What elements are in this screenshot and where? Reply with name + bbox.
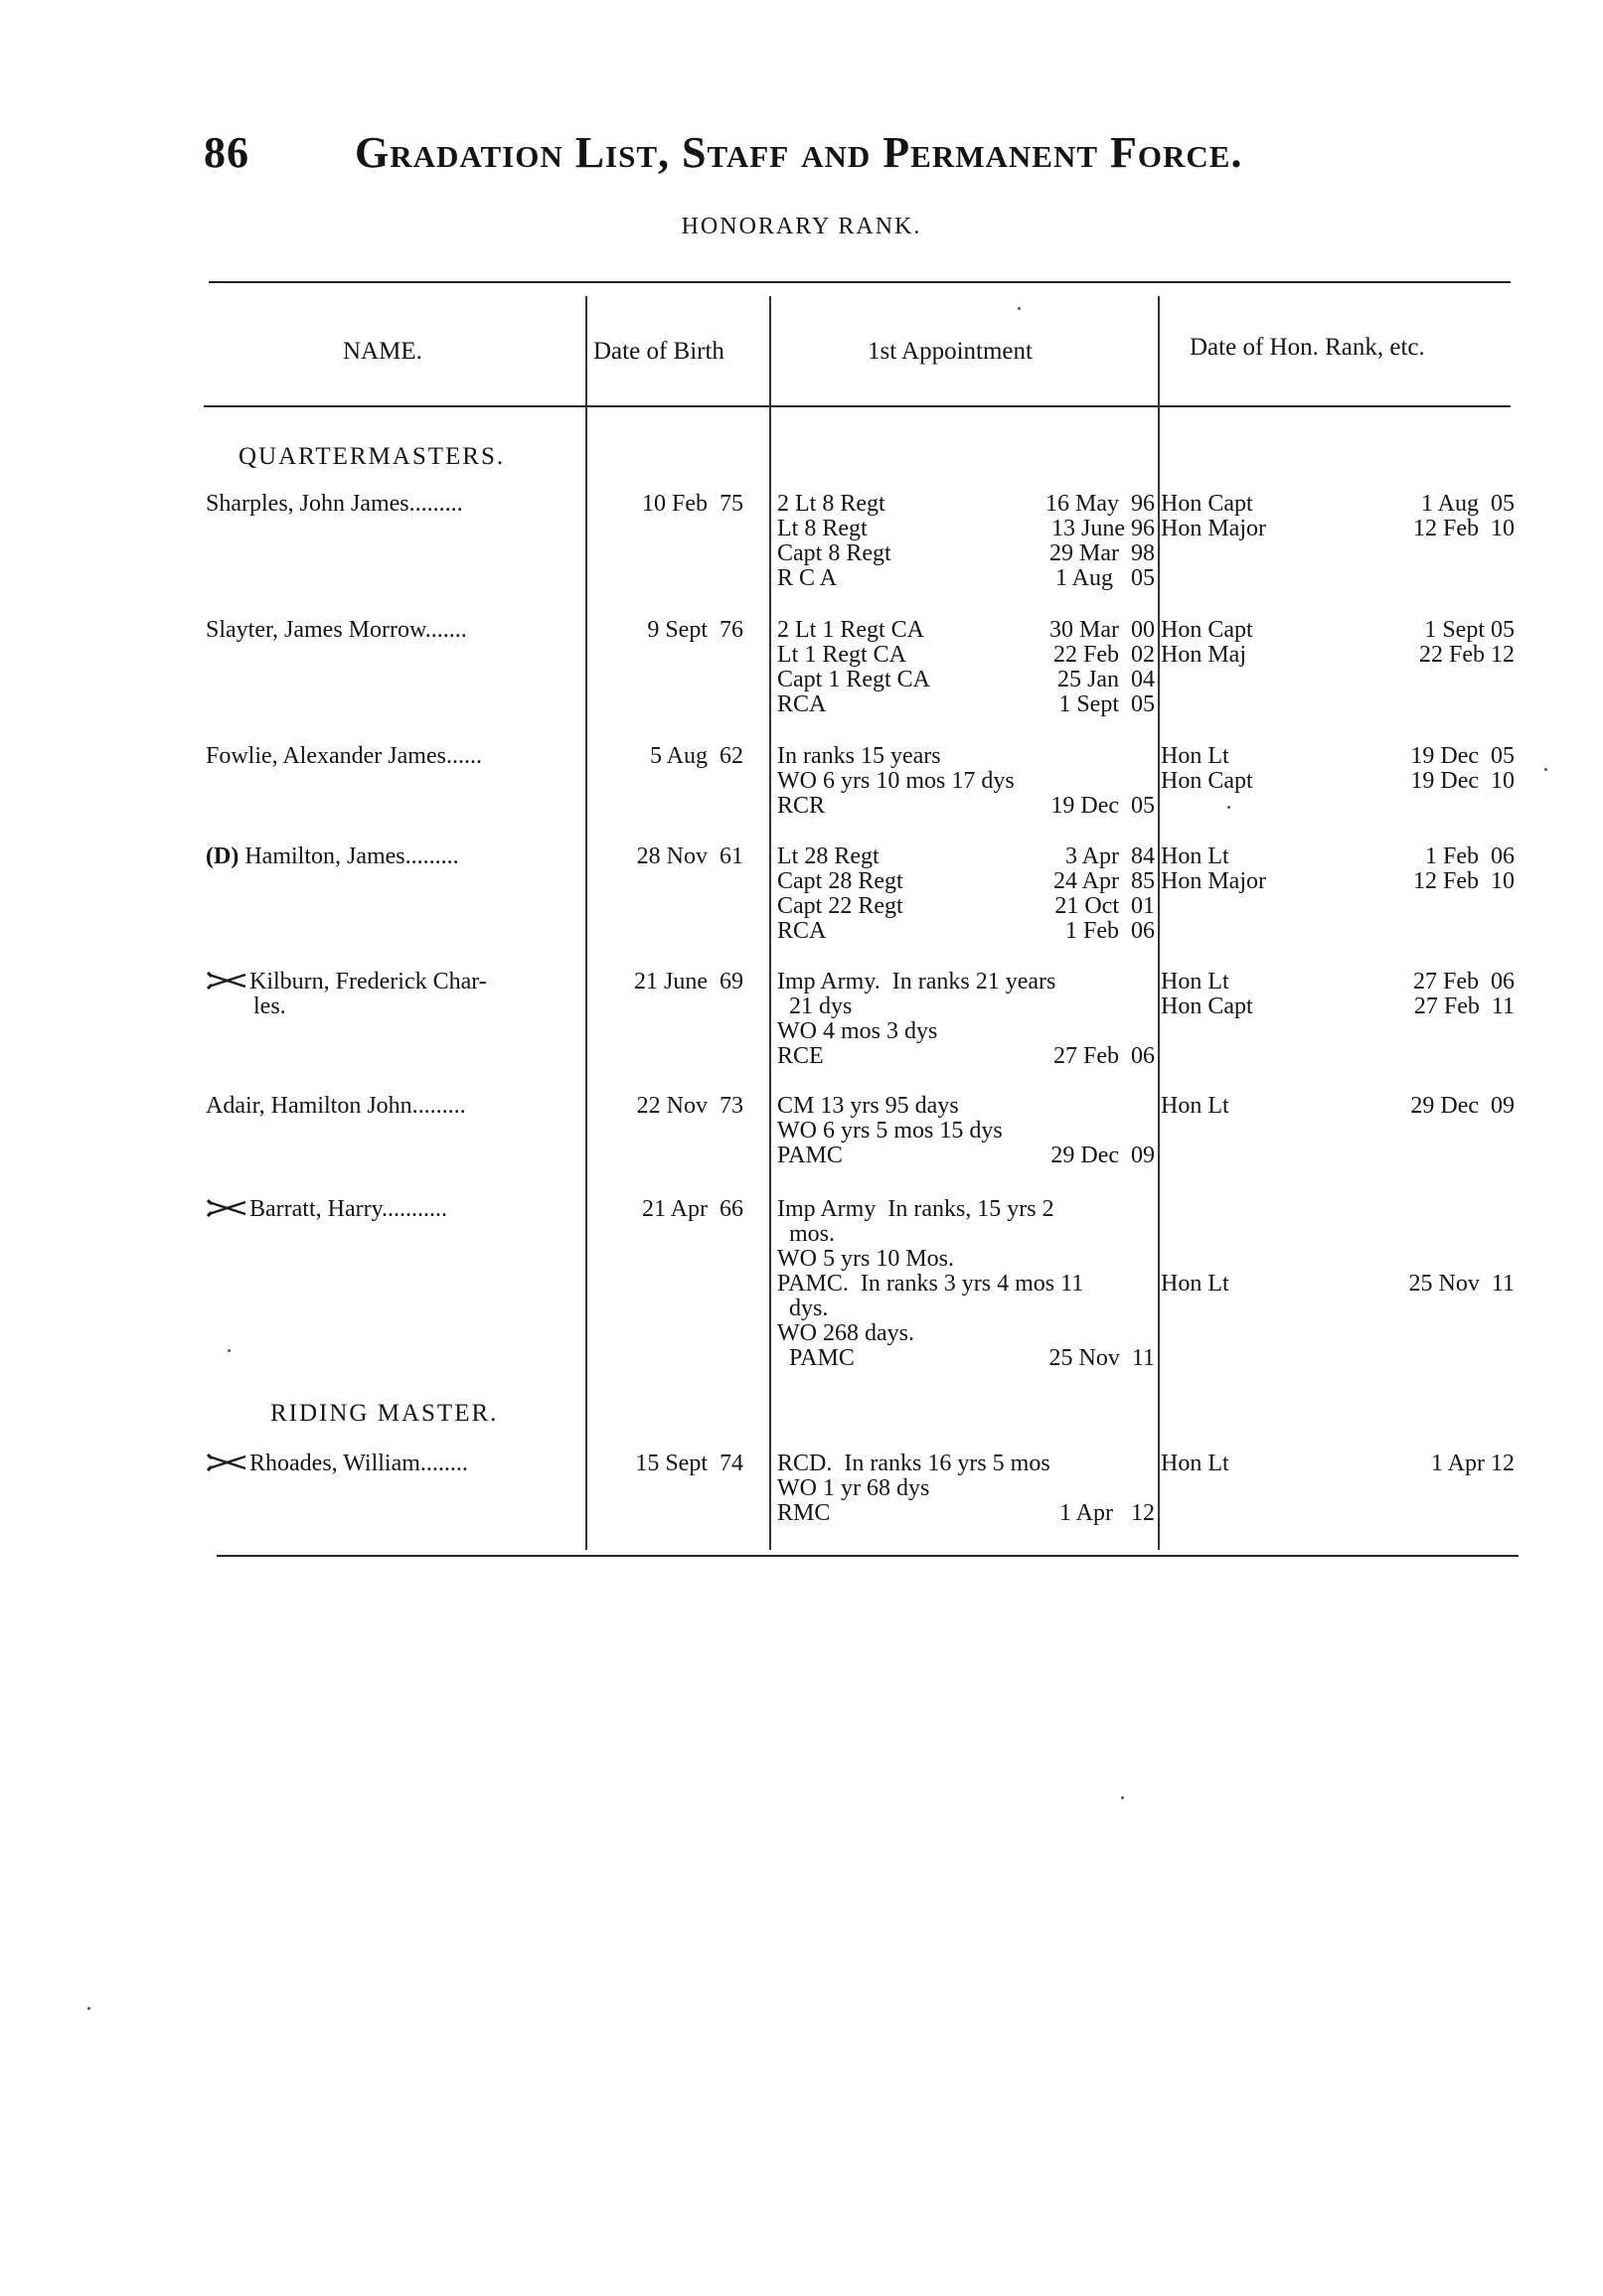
honorary-rank [1161,1197,1515,1297]
first-appointment [777,1452,1155,1526]
appointment-date: 1 Feb 06 [1065,918,1155,944]
appointment-text: WO 268 days. [777,1320,914,1346]
appointment-text: RCD. In ranks 16 yrs 5 mos [777,1451,1050,1476]
hon-rank-line [1161,1222,1515,1247]
appointment-line [777,1222,1155,1247]
name-line: Hamilton, James......... [244,843,459,869]
appointment-text: PAMC [777,1143,843,1168]
appointment-line [777,970,1155,995]
hon-rank-title: Hon Lt [1161,843,1229,869]
hon-rank-title: Hon Lt [1161,1271,1229,1297]
appointment-text: 21 dys [777,994,853,1019]
appointment-line [777,618,1155,643]
appointment-date: 25 Nov 11 [1048,1345,1155,1371]
honorary-rank [1161,970,1515,1019]
appointment-text: mos. [777,1221,836,1247]
appointment-line [777,566,1155,591]
column-header-appointment: 1st Appointment [868,338,1033,365]
date-of-birth: 9 Sept 76 [647,617,743,643]
hon-rank-title: Hon Major [1161,868,1266,894]
date-of-birth: 28 Nov 61 [636,843,743,869]
appointment-text: WO 4 mos 3 dys [777,1018,938,1044]
hon-rank-title: Hon Capt [1161,768,1253,794]
name-prefix: (D) [206,843,245,869]
column-header-dob: Date of Birth [593,338,724,365]
appointment-line [777,1094,1155,1119]
date-of-birth: 15 Sept 74 [635,1451,743,1476]
appointment-text: In ranks 15 years [777,743,941,769]
table-top-rule [209,281,1511,283]
officer-name [206,844,579,869]
hon-rank-date: 1 Aug 05 [1420,491,1515,517]
hon-rank-date: 1 Feb 06 [1425,843,1515,869]
print-speck [1018,307,1021,310]
appointment-text: 2 Lt 8 Regt [777,491,885,517]
appointment-text: WO 6 yrs 10 mos 17 dys [777,768,1015,794]
appointment-line [777,1476,1155,1501]
appointment-line [777,1501,1155,1526]
appointment-text: WO 1 yr 68 dys [777,1475,930,1501]
honorary-rank [1161,744,1515,794]
hon-rank-line [1161,618,1515,643]
appointment-date: 22 Feb 02 [1053,642,1155,668]
appointment-line [777,1272,1155,1297]
page-title: Gradation List, Staff and Permanent Force. [355,128,1243,177]
officer-name [206,618,579,643]
hon-rank-line [1161,643,1515,668]
officer-name [206,1197,579,1222]
officer-name [206,1452,579,1476]
hon-rank-line [1161,1094,1515,1119]
hon-rank-title: Hon Capt [1161,994,1253,1019]
appointment-line [777,1247,1155,1272]
hon-rank-title: Hon Lt [1161,743,1229,769]
appointment-date: 13 June 96 [1051,516,1155,541]
appointment-date: 25 Jan 04 [1057,667,1155,692]
appointment-date: 19 Dec 05 [1050,793,1155,819]
date-of-birth: 10 Feb 75 [642,491,743,517]
appointment-text: Capt 1 Regt CA [777,667,930,692]
hon-rank-date: 29 Dec 09 [1410,1093,1515,1119]
hon-rank-title: Hon Lt [1161,1093,1229,1119]
hon-rank-line [1161,769,1515,794]
hon-rank-line [1161,492,1515,517]
first-appointment [777,492,1155,591]
appointment-line [777,1321,1155,1346]
first-appointment [777,970,1155,1069]
name-line: Rhoades, William........ [249,1451,468,1476]
hon-rank-title: Hon Capt [1161,617,1253,643]
appointment-text: PAMC [777,1345,855,1371]
appointment-text: Capt 8 Regt [777,540,891,566]
name-line: Adair, Hamilton John......... [206,1093,466,1119]
appointment-text: Imp Army In ranks, 15 yrs 2 [777,1196,1054,1222]
appointment-date: 29 Dec 09 [1050,1143,1155,1168]
officer-name [206,970,579,1019]
appointment-text: Lt 28 Regt [777,843,880,869]
hon-rank-line [1161,744,1515,769]
name-line: Slayter, James Morrow....... [206,617,467,643]
hon-rank-date: 1 Apr 12 [1431,1451,1515,1476]
appointment-date: 3 Apr 84 [1065,843,1155,869]
appointment-line [777,1297,1155,1321]
first-appointment [777,1197,1155,1371]
hon-rank-title: Hon Lt [1161,969,1229,995]
appointment-text: RMC [777,1500,831,1526]
group-heading-riding-master: RIDING MASTER. [270,1400,499,1427]
first-appointment [777,844,1155,944]
crossed-swords-icon [206,1454,249,1471]
first-appointment [777,744,1155,819]
appointment-text: PAMC. In ranks 3 yrs 4 mos 11 [777,1271,1084,1297]
date-of-birth: 5 Aug 62 [649,743,743,769]
column-divider-name [585,296,587,1550]
appointment-line [777,1144,1155,1168]
appointment-line [777,869,1155,894]
name-line: Sharples, John James......... [206,491,463,517]
table-bottom-rule [217,1555,1519,1557]
date-of-birth: 22 Nov 73 [636,1093,743,1119]
section-title: HONORARY RANK. [681,214,922,239]
honorary-rank [1161,1452,1515,1476]
date-of-birth: 21 Apr 66 [642,1196,743,1222]
hon-rank-title: Hon Capt [1161,491,1253,517]
appointment-date: 29 Mar 98 [1049,540,1155,566]
hon-rank-title: Hon Maj [1161,642,1246,668]
appointment-line [777,995,1155,1019]
date-of-birth: 21 June 69 [634,969,743,995]
appointment-text: R C A [777,565,838,591]
appointment-line [777,1197,1155,1222]
hon-rank-date: 12 Feb 10 [1413,868,1515,894]
hon-rank-title: Hon Major [1161,516,1266,541]
hon-rank-line [1161,844,1515,869]
appointment-text: WO 6 yrs 5 mos 15 dys [777,1118,1003,1144]
name-line: les. [253,994,286,1019]
hon-rank-line [1161,517,1515,541]
appointment-line [777,668,1155,692]
hon-rank-line [1161,970,1515,995]
print-speck [1544,768,1547,771]
appointment-line [777,1452,1155,1476]
appointment-date: 1 Aug 05 [1054,565,1155,591]
hon-rank-line [1161,869,1515,894]
print-speck [1121,1796,1124,1799]
appointment-date: 16 May 96 [1045,491,1155,517]
name-line: Barratt, Harry........... [249,1196,448,1222]
appointment-line [777,643,1155,668]
first-appointment [777,618,1155,717]
column-header-name: NAME. [343,338,422,365]
column-divider-appointment [1158,296,1160,1550]
appointment-line [777,919,1155,944]
appointment-line [777,1119,1155,1144]
appointment-text: Capt 28 Regt [777,868,903,894]
appointment-line [777,794,1155,819]
page-number: 86 [204,128,249,177]
officer-name [206,1094,579,1119]
appointment-date: 1 Sept 05 [1058,691,1155,717]
print-speck [1227,806,1230,809]
hon-rank-date: 22 Feb 12 [1419,642,1515,668]
name-line: Fowlie, Alexander James...... [206,743,482,769]
crossed-swords-icon [206,972,249,990]
appointment-line [777,517,1155,541]
hon-rank-line [1161,1247,1515,1272]
appointment-text: RCE [777,1043,824,1069]
appointment-line [777,1019,1155,1044]
appointment-text: CM 13 yrs 95 days [777,1093,959,1119]
appointment-text: Imp Army. In ranks 21 years [777,969,1056,995]
hon-rank-title: Hon Lt [1161,1451,1229,1476]
appointment-text: RCA [777,918,827,944]
hon-rank-line [1161,1197,1515,1222]
appointment-text: RCA [777,691,827,717]
appointment-date: 30 Mar 00 [1049,617,1155,643]
appointment-line [777,844,1155,869]
column-header-hon-rank: Date of Hon. Rank, etc. [1190,334,1425,361]
appointment-text: WO 5 yrs 10 Mos. [777,1246,954,1272]
officer-name [206,744,579,769]
hon-rank-line [1161,1272,1515,1297]
appointment-line [777,1346,1155,1371]
hon-rank-line [1161,995,1515,1019]
appointment-line [777,492,1155,517]
group-heading-quartermasters: QUARTERMASTERS. [239,443,506,470]
name-line: Kilburn, Frederick Char- [249,969,487,995]
appointment-line [777,894,1155,919]
appointment-date: 21 Oct 01 [1054,893,1155,919]
officer-name [206,492,579,517]
appointment-text: 2 Lt 1 Regt CA [777,617,924,643]
appointment-text: RCR [777,793,826,819]
appointment-line [777,744,1155,769]
appointment-text: Lt 1 Regt CA [777,642,906,668]
page-header [204,127,1242,178]
honorary-rank [1161,844,1515,894]
hon-rank-date: 27 Feb 06 [1413,969,1515,995]
hon-rank-date: 25 Nov 11 [1408,1271,1515,1297]
appointment-date: 24 Apr 85 [1053,868,1155,894]
hon-rank-date: 12 Feb 10 [1413,516,1515,541]
appointment-text: dys. [777,1296,829,1321]
appointment-text: Lt 8 Regt [777,516,868,541]
hon-rank-date: 19 Dec 10 [1410,768,1515,794]
appointment-line [777,692,1155,717]
appointment-line [777,1044,1155,1069]
print-speck [87,2007,90,2010]
honorary-rank [1161,492,1515,541]
print-speck [228,1349,231,1352]
honorary-rank [1161,618,1515,668]
appointment-line [777,769,1155,794]
hon-rank-date: 27 Feb 11 [1413,994,1515,1019]
hon-rank-line [1161,1452,1515,1476]
first-appointment [777,1094,1155,1168]
appointment-line [777,541,1155,566]
header-bottom-rule [204,405,1511,407]
appointment-date: 27 Feb 06 [1053,1043,1155,1069]
hon-rank-date: 19 Dec 05 [1410,743,1515,769]
hon-rank-date: 1 Sept 05 [1424,617,1515,643]
appointment-date: 1 Apr 12 [1059,1500,1155,1526]
appointment-text: Capt 22 Regt [777,893,903,919]
crossed-swords-icon [206,1199,249,1217]
column-divider-dob [769,296,771,1550]
honorary-rank [1161,1094,1515,1119]
